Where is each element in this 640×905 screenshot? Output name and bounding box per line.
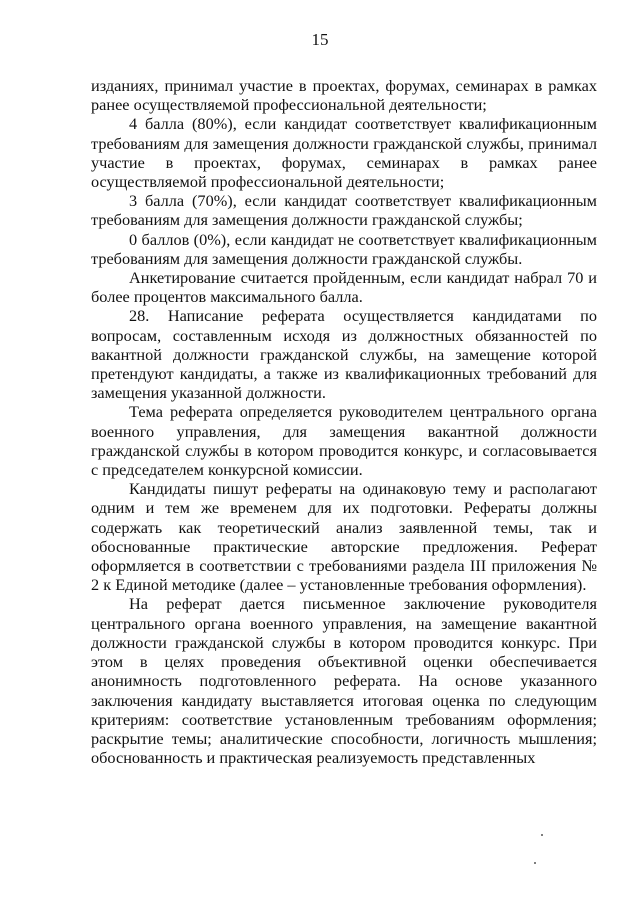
paragraph-survey-passed: Анкетирование считается пройденным, если кандидат набрал 70 и более процентов максимального балла. [91, 268, 597, 307]
paragraph-essay-topic: Тема реферата определяется руководителем центрального органа военного управления, для замещения вакантной должности гражданской службы в котором проводится конкурс, и согласовывается с председателем конкурсной комиссии. [91, 402, 597, 480]
paragraph-score-0: 0 баллов (0%), если кандидат не соответствует квалификационным требованиям для замещения должности гражданской службы. [91, 229, 597, 268]
paragraph-essay-evaluation: На реферат дается письменное заключение руководителя центрального органа военного управления, на замещение вакантной должности гражданской службы в котором проводится конкурс. При этом в целях проведения объективной оценки обеспечивается анонимность подготовленного реферата. На основе указанного заключения кандидату выставляется итоговая оценка по следующим критериям: соответствие установленным требованиям оформления; раскрытие темы; аналитические способности, логичность мышления; обоснованность и практическая реализуемость представленных [91, 594, 597, 768]
paragraph-score-4: 4 балла (80%), если кандидат соответствует квалификационным требованиям для замещения должности гражданской службы, принимал участие в проектах, форумах, семинарах в рамках ранее осуществляемой профессиональной деятельности; [91, 114, 597, 192]
paragraph-item-28: 28. Написание реферата осуществляется кандидатами по вопросам, составленным исходя из должностных обязанностей по вакантной должности гражданской службы, на замещение которой претендуют кандидаты, а также из квалификационных требований для замещения указанной должности. [91, 306, 597, 403]
body-text [91, 76, 597, 767]
paragraph-continuation: изданиях, принимал участие в проектах, форумах, семинарах в рамках ранее осуществляемой профессиональной деятельности; [91, 76, 597, 115]
paragraph-essay-requirements: Кандидаты пишут рефераты на одинаковую тему и располагают одним и тем же временем для их подготовки. Рефераты должны содержать как теоретический анализ заявленной темы, так и обоснованные практические авторские предложения. Реферат оформляется в соответствии с требованиями раздела III приложения № 2 к Единой методике (далее – установленные требования оформления). [91, 479, 597, 595]
scan-speck [541, 834, 543, 836]
scan-speck [534, 862, 536, 864]
paragraph-score-3: 3 балла (70%), если кандидат соответствует квалификационным требованиям для замещения должности гражданской службы; [91, 191, 597, 230]
page-number: 15 [311, 30, 329, 49]
